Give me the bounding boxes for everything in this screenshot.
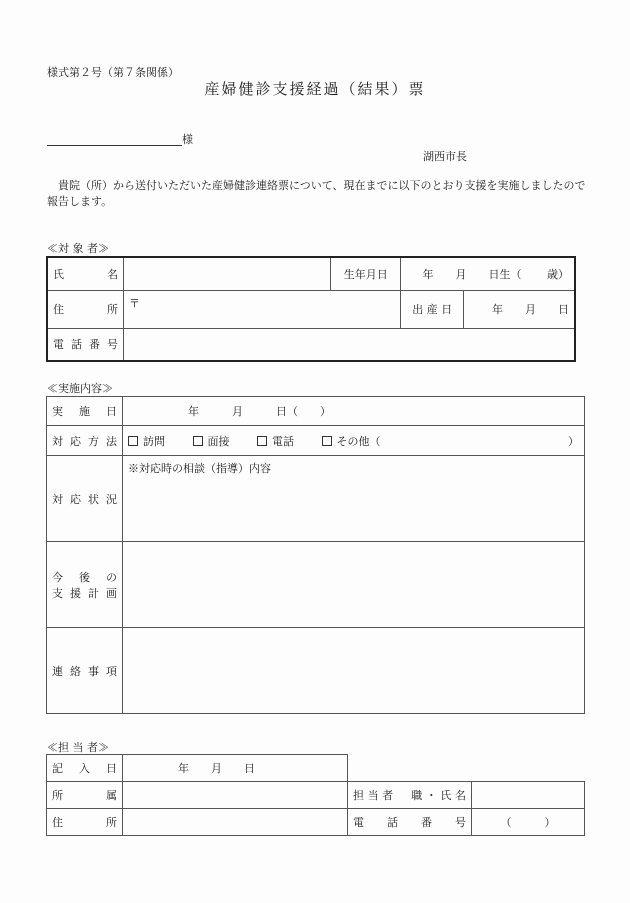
name-field[interactable]	[124, 257, 331, 290]
addressee-field[interactable]	[47, 145, 182, 146]
page-title: 産婦健診支援経過（結果）票	[204, 80, 426, 98]
method-visit[interactable]: 訪問	[128, 435, 165, 448]
method-other[interactable]: その他（	[322, 435, 381, 448]
phone-label: 電話番号	[47, 328, 124, 361]
implementation-table	[46, 396, 585, 714]
section-staff-title: ≪担 当 者≫	[47, 741, 109, 754]
checkbox-icon[interactable]	[257, 436, 267, 446]
entry-date-label: 記 入 日	[47, 755, 123, 782]
plan-field[interactable]	[123, 542, 585, 628]
address-label: 住 所	[47, 290, 124, 328]
method-interview[interactable]: 面接	[193, 435, 230, 448]
section-subject-title: ≪対 象 者≫	[47, 242, 109, 255]
entry-date-field[interactable]: 年 月 日	[123, 755, 348, 782]
checkbox-icon[interactable]	[322, 436, 332, 446]
contact-label: 連絡事項	[47, 628, 123, 714]
affiliation-label: 所 属	[47, 782, 123, 809]
staff-phone-field[interactable]: （ ）	[472, 809, 585, 836]
checkbox-icon[interactable]	[128, 436, 138, 446]
checkbox-icon[interactable]	[193, 436, 203, 446]
staff-name-field[interactable]	[472, 782, 585, 809]
delivery-date-field[interactable]: 年 月 日	[464, 290, 575, 328]
staff-name-label: 担当者 職・氏名	[348, 782, 472, 809]
name-label: 氏 名	[47, 257, 124, 290]
method-phone[interactable]: 電話	[257, 435, 294, 448]
birthdate-label: 生年月日	[331, 257, 401, 290]
address-field[interactable]	[124, 290, 401, 328]
status-label: 対応状況	[47, 456, 123, 542]
status-field[interactable]	[123, 456, 585, 542]
method-options	[123, 426, 585, 456]
addressee-suffix: 様	[182, 133, 193, 146]
birthdate-field[interactable]: 年 月 日生（ 歳）	[401, 257, 575, 290]
staff-phone-label: 電 話 番 号	[348, 809, 472, 836]
implementation-date-field[interactable]: 年 月 日（ ）	[123, 397, 585, 426]
implementation-date-label: 実 施 日	[47, 397, 123, 426]
subject-table	[46, 256, 576, 362]
affiliation-field[interactable]	[123, 782, 348, 809]
section-implementation-title: ≪実施内容≫	[47, 382, 113, 395]
form-number: 様式第２号（第７条関係）	[47, 66, 179, 79]
body-text: 貴院（所）から送付いただいた産婦健診連絡票について、現在までに以下のとおり支援を実施しましたので報告します。	[47, 179, 586, 208]
plan-label: 今 後 の 支援計画	[47, 542, 123, 628]
delivery-date-label: 出 産 日	[401, 290, 464, 328]
sender: 湖西市長	[423, 150, 467, 163]
postal-mark: 〒	[129, 296, 140, 310]
method-other-close: ）	[568, 434, 579, 448]
contact-field[interactable]	[123, 628, 585, 714]
staff-address-label: 住 所	[47, 809, 123, 836]
staff-table	[46, 754, 585, 836]
method-label: 対応方法	[47, 426, 123, 456]
status-note: ※対応時の相談（指導）内容	[128, 462, 271, 475]
staff-address-field[interactable]	[123, 809, 348, 836]
phone-field[interactable]	[124, 328, 576, 361]
